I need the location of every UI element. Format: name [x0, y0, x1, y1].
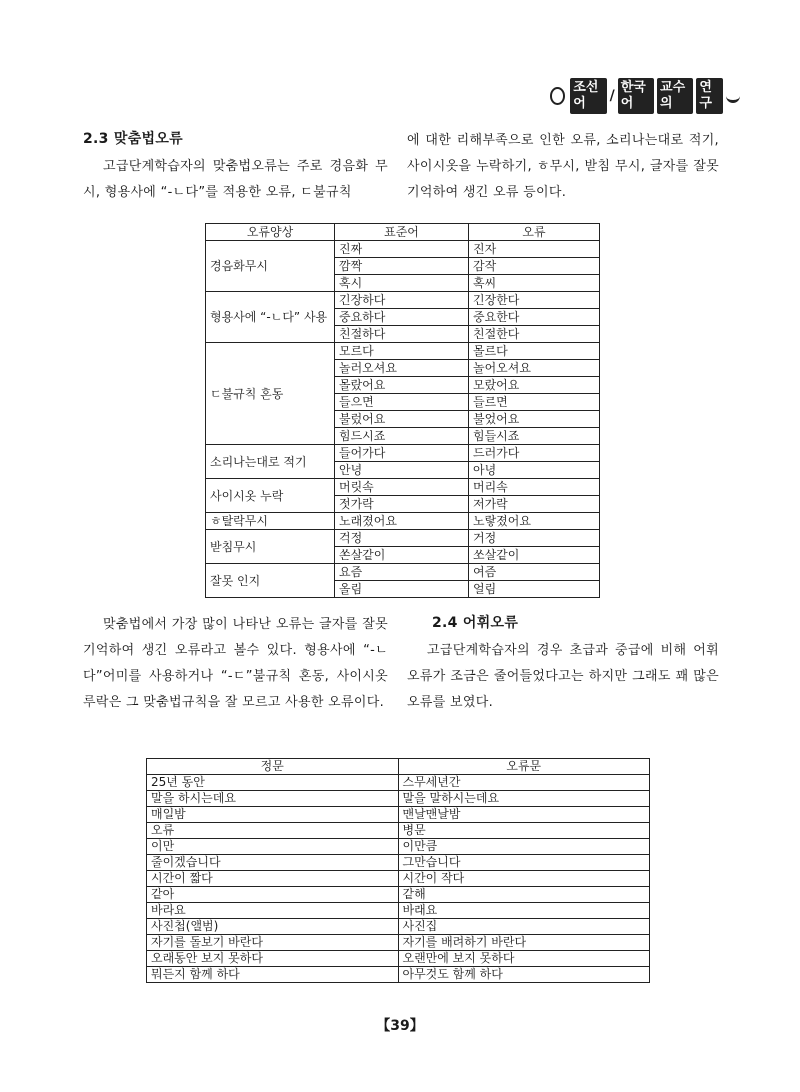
error-form-cell: 긴장한다 [469, 292, 600, 309]
error-form-cell: 아녕 [469, 462, 600, 479]
error-sentence-cell: 이만큼 [398, 839, 650, 855]
error-category-cell: ㄷ불규칙 혼동 [206, 343, 335, 445]
error-category-cell: 소리나는대로 적기 [206, 445, 335, 479]
banner-word-1: 조선어 [570, 78, 606, 114]
standard-form-cell: 쏜살같이 [335, 547, 469, 564]
table-row [206, 343, 600, 360]
error-category-cell: 형용사에 “-ㄴ다” 사용 [206, 292, 335, 343]
correct-sentence-cell: 말을 하시는데요 [147, 791, 399, 807]
table-row [147, 967, 650, 983]
standard-form-cell: 노래졌어요 [335, 513, 469, 530]
error-form-cell: 친절한다 [469, 326, 600, 343]
error-sentence-cell: 그만습니다 [398, 855, 650, 871]
correct-sentence-cell: 매일밤 [147, 807, 399, 823]
table-row [147, 935, 650, 951]
error-form-cell: 거정 [469, 530, 600, 547]
table1-header-error: 오류 [469, 224, 600, 241]
table-row [147, 919, 650, 935]
table2-header-error: 오류문 [398, 759, 650, 775]
error-category-cell: ㅎ탈락무시 [206, 513, 335, 530]
error-sentence-cell: 병문 [398, 823, 650, 839]
correct-sentence-cell: 오류 [147, 823, 399, 839]
table1-header-category: 오류양상 [206, 224, 335, 241]
error-category-cell: 받침무시 [206, 530, 335, 564]
spelling-error-table [205, 223, 600, 598]
error-form-cell: 진자 [469, 241, 600, 258]
standard-form-cell: 긴장하다 [335, 292, 469, 309]
table-row [147, 887, 650, 903]
banner-separator: / [609, 88, 615, 104]
error-form-cell: 모랐어요 [469, 377, 600, 394]
table-row [206, 564, 600, 581]
error-sentence-cell: 사진집 [398, 919, 650, 935]
standard-form-cell: 안녕 [335, 462, 469, 479]
table-row [147, 871, 650, 887]
banner-word-4: 연구 [696, 78, 722, 114]
error-form-cell: 노랗졌어요 [469, 513, 600, 530]
error-sentence-cell: 자기를 배려하기 바란다 [398, 935, 650, 951]
table-row [206, 479, 600, 496]
spelling-summary-paragraph: 맞춤법에서 가장 많이 나타난 오류는 글자를 잘못 기억하여 생긴 오류라고 볼수 있다. 형용사에 “-ㄴ다”어미를 사용하거나 “-ㄷ”불규칙 혼동, 사이시옷 루락은 그 맞춤법규칙을 잘 모르고 사용한 오류이다. [83, 617, 388, 710]
section-heading-2-3: 2.3 맞춤법오류 [83, 131, 183, 147]
error-sentence-cell: 오랜만에 보지 못하다 [398, 951, 650, 967]
error-form-cell: 중요한다 [469, 309, 600, 326]
correct-sentence-cell: 오래동안 보지 못하다 [147, 951, 399, 967]
standard-form-cell: 불렀어요 [335, 411, 469, 428]
section-2-3-paragraph-right: 에 대한 리해부족으로 인한 오류, 소리나는대로 적기, 사이시옷을 누락하기, ㅎ무시, 받침 무시, 글자를 잘못 기억하여 생긴 오류 등이다. [407, 133, 719, 200]
standard-form-cell: 들으면 [335, 394, 469, 411]
error-form-cell: 들르면 [469, 394, 600, 411]
standard-form-cell: 올림 [335, 581, 469, 598]
right-column-top [407, 128, 719, 206]
error-form-cell: 얼림 [469, 581, 600, 598]
standard-form-cell: 진짜 [335, 241, 469, 258]
table-row [206, 530, 600, 547]
correct-sentence-cell: 사진첩(앨범) [147, 919, 399, 935]
error-form-cell: 쏘살같이 [469, 547, 600, 564]
error-form-cell: 머리속 [469, 479, 600, 496]
standard-form-cell: 친절하다 [335, 326, 469, 343]
standard-form-cell: 깜짝 [335, 258, 469, 275]
error-sentence-cell: 같해 [398, 887, 650, 903]
ornament-icon [550, 87, 565, 105]
correct-sentence-cell: 25년 동안 [147, 775, 399, 791]
table-row [206, 445, 600, 462]
left-column-top [83, 128, 388, 206]
vocabulary-error-paragraph: 고급단계학습자의 경우 초급과 중급에 비해 어휘오류가 조금은 줄어들었다고는 하지만 그래도 꽤 많은 오류를 보였다. [407, 643, 719, 710]
standard-form-cell: 들어가다 [335, 445, 469, 462]
table-row [147, 823, 650, 839]
error-form-cell: 혹씨 [469, 275, 600, 292]
table-row [147, 791, 650, 807]
table-row [147, 951, 650, 967]
error-category-cell: 사이시옷 누락 [206, 479, 335, 513]
correct-sentence-cell: 자기를 돌보기 바란다 [147, 935, 399, 951]
error-sentence-cell: 아무것도 함께 하다 [398, 967, 650, 983]
standard-form-cell: 젓가락 [335, 496, 469, 513]
error-sentence-cell: 스무세년간 [398, 775, 650, 791]
table-row [147, 839, 650, 855]
correct-sentence-cell: 뭐든지 함께 하다 [147, 967, 399, 983]
correct-sentence-cell: 바라요 [147, 903, 399, 919]
standard-form-cell: 모르다 [335, 343, 469, 360]
error-form-cell: 몰르다 [469, 343, 600, 360]
standard-form-cell: 중요하다 [335, 309, 469, 326]
standard-form-cell: 혹시 [335, 275, 469, 292]
standard-form-cell: 힘드시죠 [335, 428, 469, 445]
correct-sentence-cell: 줄이겠습니다 [147, 855, 399, 871]
table-row [206, 292, 600, 309]
table-row [206, 513, 600, 530]
section-2-3-paragraph-left: 고급단계학습자의 맞춤법오류는 주로 경음화 무시, 형용사에 “-ㄴ다”를 적용한 오류, ㄷ불규칙 [83, 159, 388, 200]
banner-word-3: 교수의 [657, 78, 693, 114]
error-sentence-cell: 맨날맨날밤 [398, 807, 650, 823]
table-row [147, 903, 650, 919]
page-number: 【39】 [376, 1018, 424, 1034]
correct-sentence-cell: 같아 [147, 887, 399, 903]
error-form-cell: 저가락 [469, 496, 600, 513]
table2-header-correct: 정문 [147, 759, 399, 775]
table-row [147, 807, 650, 823]
table-row [147, 855, 650, 871]
error-form-cell: 놀어오셔요 [469, 360, 600, 377]
banner-word-2: 한국어 [618, 78, 654, 114]
standard-form-cell: 몰랐어요 [335, 377, 469, 394]
standard-form-cell: 요즘 [335, 564, 469, 581]
table1-header-standard: 표준어 [335, 224, 469, 241]
correct-sentence-cell: 시간이 짧다 [147, 871, 399, 887]
vocabulary-error-table [146, 758, 650, 983]
error-category-cell: 잘못 인지 [206, 564, 335, 598]
table-row [206, 241, 600, 258]
standard-form-cell: 놀러오셔요 [335, 360, 469, 377]
error-form-cell: 감작 [469, 258, 600, 275]
standard-form-cell: 걱정 [335, 530, 469, 547]
right-column-middle [407, 612, 719, 716]
error-category-cell: 경음화무시 [206, 241, 335, 292]
standard-form-cell: 머릿속 [335, 479, 469, 496]
section-heading-2-4: 2.4 어휘오류 [432, 615, 519, 631]
journal-banner [550, 80, 740, 112]
error-sentence-cell: 말을 말하시는데요 [398, 791, 650, 807]
error-form-cell: 여즘 [469, 564, 600, 581]
table-row [147, 775, 650, 791]
ornament-tail-icon [726, 90, 740, 103]
error-sentence-cell: 시간이 작다 [398, 871, 650, 887]
error-form-cell: 드러가다 [469, 445, 600, 462]
error-form-cell: 불었어요 [469, 411, 600, 428]
error-form-cell: 힘들시죠 [469, 428, 600, 445]
correct-sentence-cell: 이만 [147, 839, 399, 855]
left-column-middle [83, 612, 388, 716]
error-sentence-cell: 바래요 [398, 903, 650, 919]
